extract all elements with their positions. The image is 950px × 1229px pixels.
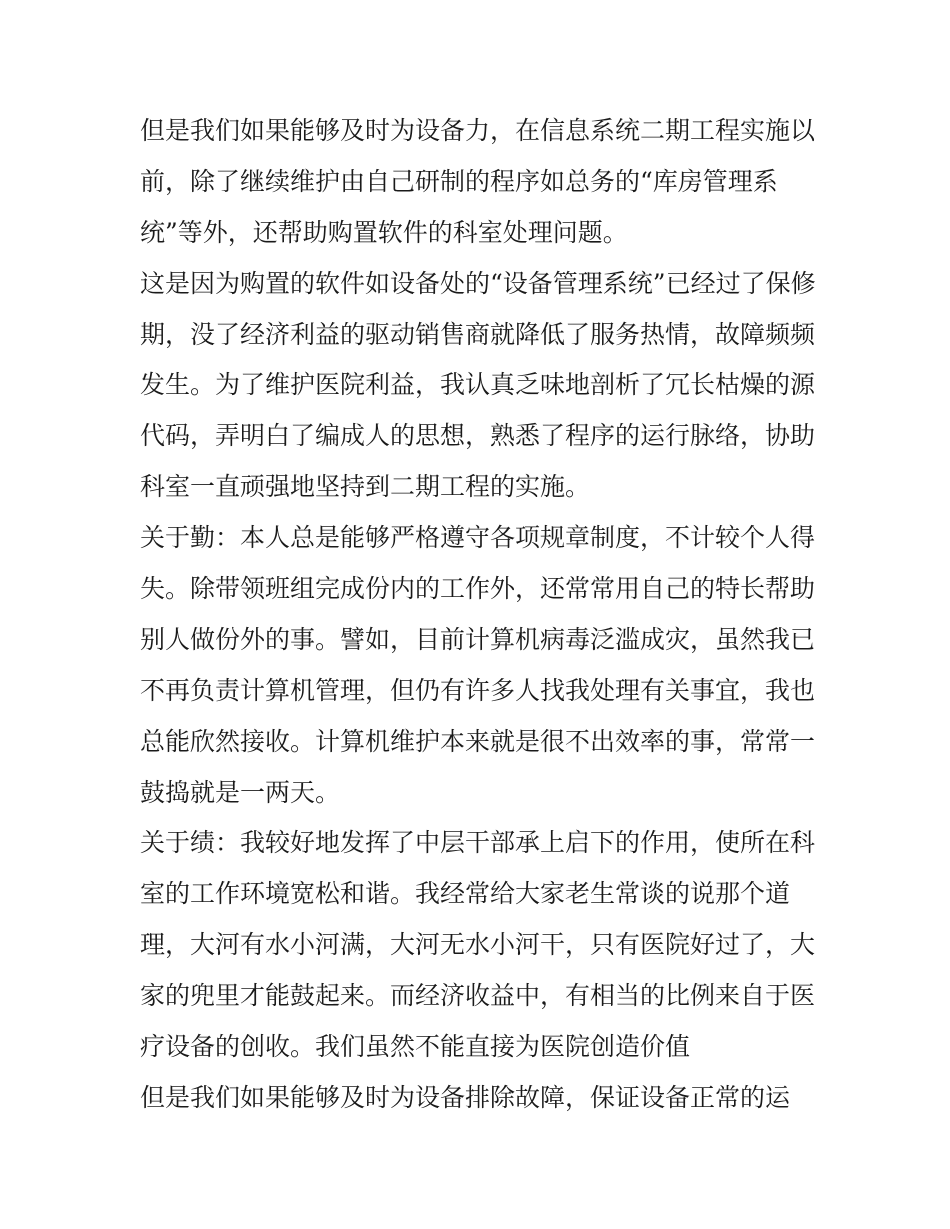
text-line: 科室一直顽强地坚持到二期工程的实施。 [140, 472, 591, 502]
text-line: 发生。为了维护医院利益，我认真乏味地剖析了冗长枯燥的源 [140, 370, 816, 400]
text-line: 但是我们如果能够及时为设备排除故障，保证设备正常的运 [140, 1082, 791, 1112]
paragraph-1 [140, 106, 820, 259]
text-line: 代码，弄明白了编成人的思想，熟悉了程序的运行脉络，协助 [140, 421, 816, 451]
text-line: 期，没了经济利益的驱动销售商就降低了服务热情，故障频频 [140, 319, 816, 349]
text-line: 总能欣然接收。计算机维护本来就是很不出效率的事，常常一 [140, 726, 816, 756]
text-line: 室的工作环境宽松和谐。我经常给大家老生常谈的说那个道 [140, 879, 791, 909]
text-line: 这是因为购置的软件如设备处的“设备管理系统”已经过了保修 [140, 268, 816, 298]
text-line: 但是我们如果能够及时为设备力，在信息系统二期工程实施以 [140, 116, 816, 145]
text-line: 不再负责计算机管理，但仍有许多人找我处理有关事宜，我也 [140, 675, 816, 705]
text-line: 别人做份外的事。譬如，目前计算机病毒泛滥成灾，虽然我已 [140, 624, 816, 654]
text-line: 理，大河有水小河满，大河无水小河干，只有医院好过了，大 [140, 930, 816, 960]
paragraph-2 [140, 259, 820, 513]
document-body [140, 106, 820, 1124]
paragraph-3 [140, 513, 820, 818]
text-line: 鼓捣就是一两天。 [140, 777, 341, 807]
text-line: 前，除了继续维护由自己研制的程序如总务的“库房管理系 [140, 166, 778, 196]
paragraph-4 [140, 818, 820, 1072]
text-line: 关于绩：我较好地发挥了中层干部承上启下的作用，使所在科 [140, 828, 816, 858]
text-line: 家的兜里才能鼓起来。而经济收益中，有相当的比例来自于医 [140, 981, 816, 1011]
text-line: 关于勤：本人总是能够严格遵守各项规章制度，不计较个人得 [140, 523, 816, 553]
text-line: 疗设备的创收。我们虽然不能直接为医院创造价值 [140, 1032, 691, 1062]
paragraph-5 [140, 1073, 820, 1124]
text-line: 失。除带领班组完成份内的工作外，还常常用自己的特长帮助 [140, 574, 816, 604]
text-line: 统”等外，还帮助购置软件的科室处理问题。 [140, 217, 628, 247]
